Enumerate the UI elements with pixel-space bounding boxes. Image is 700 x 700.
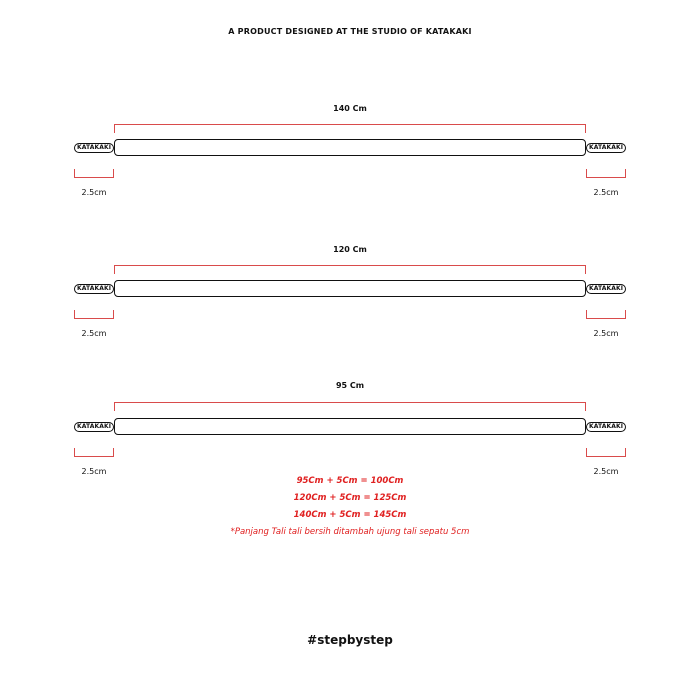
tip-bracket-right bbox=[586, 169, 626, 178]
lace-length-label: 140 Cm bbox=[333, 104, 367, 113]
tip-length-right: 2.5cm bbox=[593, 329, 619, 338]
tip-length-right: 2.5cm bbox=[593, 467, 619, 476]
tip-bracket-left bbox=[74, 448, 114, 457]
length-bracket bbox=[114, 402, 586, 411]
lace-length-label: 95 Cm bbox=[335, 381, 365, 390]
length-bracket bbox=[114, 265, 586, 274]
hashtag: #stepbystep bbox=[307, 633, 393, 647]
header-title: A PRODUCT DESIGNED AT THE STUDIO OF KATAKAKI bbox=[228, 27, 472, 36]
lace-diagram-1 bbox=[0, 100, 700, 230]
tip-length-left: 2.5cm bbox=[81, 188, 107, 197]
tip-length-left: 2.5cm bbox=[81, 329, 107, 338]
lace-body bbox=[114, 139, 586, 156]
tip-length-left: 2.5cm bbox=[81, 467, 107, 476]
length-formulas bbox=[0, 473, 700, 541]
aglet-left: KATAKAKI bbox=[74, 143, 114, 153]
aglet-right: KATAKAKI bbox=[586, 284, 626, 294]
tip-bracket-left bbox=[74, 169, 114, 178]
lace-length-label: 120 Cm bbox=[333, 245, 367, 254]
footnote: *Panjang Tali tali bersih ditambah ujung tali sepatu 5cm bbox=[230, 527, 470, 537]
aglet-left: KATAKAKI bbox=[74, 284, 114, 294]
lace-body bbox=[114, 280, 586, 297]
formula-line: 140Cm + 5Cm = 145Cm bbox=[293, 510, 407, 520]
aglet-right: KATAKAKI bbox=[586, 422, 626, 432]
tip-bracket-left bbox=[74, 310, 114, 319]
formula-line: 120Cm + 5Cm = 125Cm bbox=[293, 493, 407, 503]
aglet-left: KATAKAKI bbox=[74, 422, 114, 432]
formula-line: 95Cm + 5Cm = 100Cm bbox=[296, 476, 404, 486]
tip-bracket-right bbox=[586, 310, 626, 319]
tip-length-right: 2.5cm bbox=[593, 188, 619, 197]
lace-body bbox=[114, 418, 586, 435]
lace-diagram-2 bbox=[0, 241, 700, 371]
tip-bracket-right bbox=[586, 448, 626, 457]
aglet-right: KATAKAKI bbox=[586, 143, 626, 153]
length-bracket bbox=[114, 124, 586, 133]
